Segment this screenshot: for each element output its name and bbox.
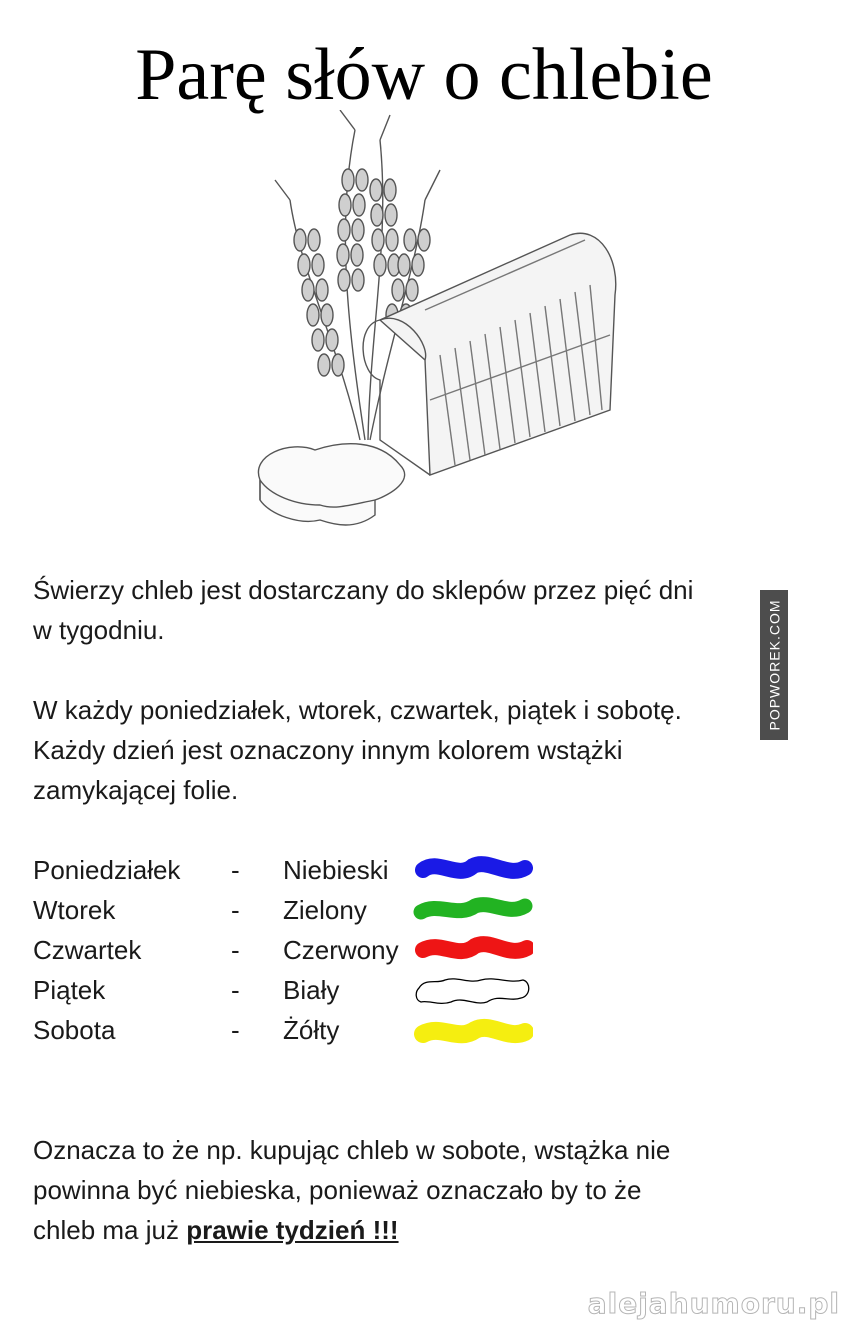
- schedule-row-monday: [33, 850, 733, 890]
- schedule-row-friday: [33, 970, 733, 1010]
- dash: -: [231, 855, 240, 885]
- yellow-ribbon-swatch: [413, 1012, 533, 1048]
- side-watermark: [760, 590, 788, 740]
- intro-paragraph: [33, 570, 813, 650]
- conclusion-line-3: [33, 1210, 813, 1250]
- day-label: Piątek: [33, 975, 106, 1005]
- day-label: Wtorek: [33, 895, 116, 925]
- color-name: Czerwony: [283, 935, 399, 965]
- page-title: Parę słów o chlebie: [135, 34, 713, 116]
- color-name: Żółty: [283, 1015, 340, 1045]
- day-label: Czwartek: [33, 935, 142, 965]
- dash: -: [231, 975, 240, 1005]
- conclusion-line-3-prefix: chleb ma już: [33, 1215, 187, 1245]
- dash: -: [231, 935, 240, 965]
- dash: -: [231, 895, 240, 925]
- green-ribbon-swatch: [413, 892, 533, 928]
- color-name: Niebieski: [283, 855, 389, 885]
- emphasis-text: prawie tydzień !!!: [186, 1215, 399, 1245]
- day-label: Sobota: [33, 1015, 116, 1045]
- conclusion-paragraph: [33, 1130, 813, 1250]
- days-line-2: Każdy dzień jest oznaczony innym kolorem wstążki: [33, 735, 623, 765]
- intro-line-1: Świerzy chleb jest dostarczany do sklepów przez pięć dni: [33, 575, 694, 605]
- red-ribbon-swatch: [413, 932, 533, 968]
- dash: -: [231, 1015, 240, 1045]
- bread-and-wheat-icon: [240, 110, 640, 550]
- days-paragraph: [33, 690, 813, 810]
- conclusion-line-1: Oznacza to że np. kupując chleb w sobote, wstążka nie: [33, 1135, 671, 1165]
- intro-line-2: w tygodniu.: [33, 615, 165, 645]
- day-label: Poniedziałek: [33, 855, 181, 885]
- days-line-3: zamykającej folie.: [33, 775, 239, 805]
- schedule-row-thursday: [33, 930, 733, 970]
- white-ribbon-swatch: [413, 972, 533, 1008]
- schedule-row-saturday: [33, 1010, 733, 1050]
- conclusion-line-2: powinna być niebieska, ponieważ oznaczało by to że: [33, 1175, 642, 1205]
- days-line-1: W każdy poniedziałek, wtorek, czwartek, piątek i sobotę.: [33, 695, 682, 725]
- schedule-row-tuesday: [33, 890, 733, 930]
- bottom-watermark: alejahumoru.pl: [587, 1287, 840, 1320]
- blue-ribbon-swatch: [413, 852, 533, 888]
- color-name: Biały: [283, 975, 340, 1005]
- color-name: Zielony: [283, 895, 367, 925]
- side-watermark-text: POPWOREK.COM: [766, 599, 783, 731]
